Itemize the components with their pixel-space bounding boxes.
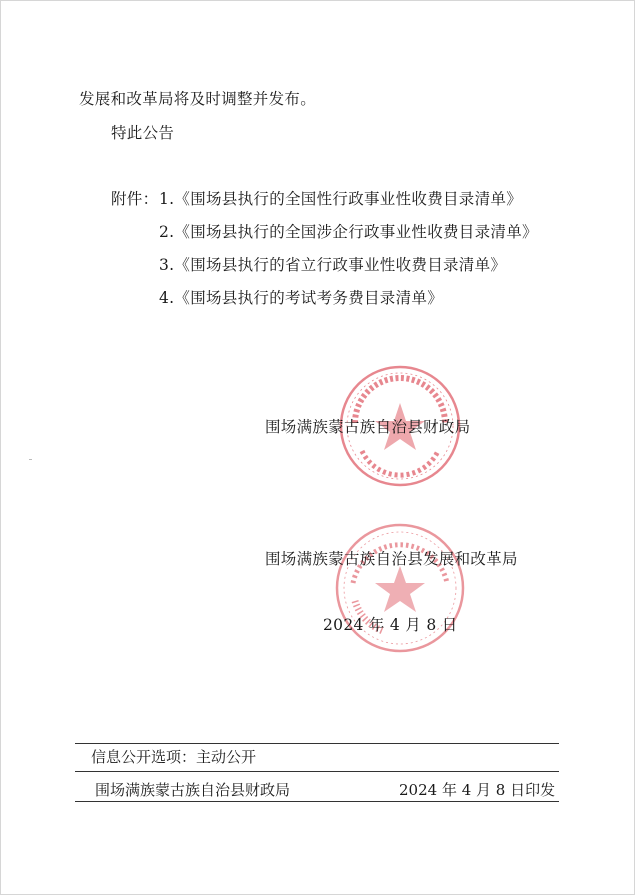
attachment-item-2: 2.《围场县执行的全国涉企行政事业性收费目录清单》: [159, 223, 538, 241]
body-line-1: 发展和改革局将及时调整并发布。: [79, 90, 317, 108]
footer-issuer: 围场满族蒙古族自治县财政局: [95, 781, 291, 799]
signature-date: 2024 年 4 月 8 日: [323, 616, 458, 634]
scan-speck: [29, 459, 32, 460]
footer-rule-top: [75, 743, 559, 744]
attachment-item-1: 1.《围场县执行的全国性行政事业性收费目录清单》: [159, 190, 522, 208]
footer-rule-bottom: [75, 801, 559, 802]
footer-rule-middle: [75, 771, 559, 772]
signature-org-finance: 围场满族蒙古族自治县财政局: [265, 418, 471, 436]
footer-disclosure: 信息公开选项：主动公开: [91, 748, 257, 766]
signature-org-development: 围场满族蒙古族自治县发展和改革局: [265, 550, 518, 568]
attachments-label: 附件：: [111, 190, 159, 208]
attachment-item-3: 3.《围场县执行的省立行政事业性收费目录清单》: [159, 256, 507, 274]
footer-print-date: 2024 年 4 月 8 日印发: [399, 781, 556, 799]
notice-text: 特此公告: [111, 124, 175, 142]
attachment-item-4: 4.《围场县执行的考试考务费目录清单》: [159, 289, 443, 307]
